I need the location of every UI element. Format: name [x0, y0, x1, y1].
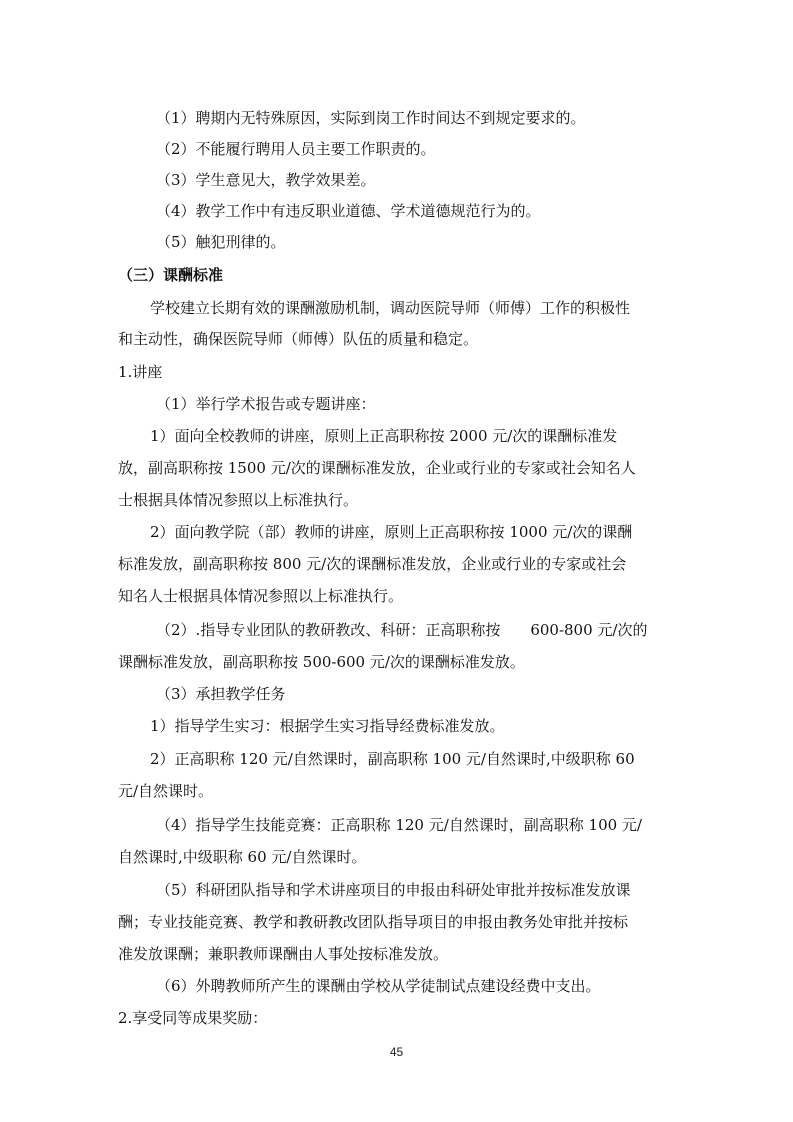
- list-item: （3）学生意见大，教学效果差。: [156, 171, 376, 189]
- paragraph-line: 和主动性，确保医院导师（师傅）队伍的质量和稳定。: [118, 330, 479, 348]
- subsection-heading: 1.讲座: [118, 363, 163, 381]
- paragraph-line: （2）.指导专业团队的教研教改、科研：正高职称按 600-800 元/次的: [156, 621, 648, 639]
- paragraph-line: 课酬标准发放，副高职称按 500-600 元/次的课酬标准发放。: [118, 653, 525, 671]
- paragraph-line: 酬；专业技能竞赛、教学和教研教改团队指导项目的申报由教务处审批并按标: [118, 913, 629, 931]
- paragraph-line: 元/自然课时。: [118, 782, 214, 800]
- paragraph-line: （5）科研团队指导和学术讲座项目的申报由科研处审批并按标准发放课: [156, 881, 631, 899]
- paragraph-line: 自然课时,中级职称 60 元/自然课时。: [118, 848, 367, 866]
- paragraph-line: 1）面向全校教师的讲座，原则上正高职称按 2000 元/次的课酬标准发: [150, 427, 618, 445]
- list-item: （3）承担教学任务: [156, 685, 286, 703]
- paragraph-line: 标准发放，副高职称按 800 元/次的课酬标准发放，企业或行业的专家或社会: [118, 555, 627, 573]
- section-heading: （三）课酬标准: [118, 266, 224, 284]
- page-number: 45: [389, 1045, 404, 1059]
- list-item: （5）触犯刑律的。: [156, 233, 286, 251]
- paragraph-line: 放，副高职称按 1500 元/次的课酬标准发放，企业或行业的专家或社会知名人: [118, 459, 636, 477]
- paragraph-line: 知名人士根据具体情况参照以上标准执行。: [118, 587, 404, 605]
- list-item: （1）聘期内无特殊原因，实际到岗工作时间达不到规定要求的。: [156, 109, 586, 127]
- paragraph-line: 士根据具体情况参照以上标准执行。: [118, 491, 359, 509]
- paragraph-line: （6）外聘教师所产生的课酬由学校从学徒制试点建设经费中支出。: [156, 977, 601, 995]
- list-item: （2）不能履行聘用人员主要工作职责的。: [156, 140, 436, 158]
- paragraph-line: 2）面向教学院（部）教师的讲座，原则上正高职称按 1000 元/次的课酬: [150, 523, 633, 541]
- list-item: （1）举行学术报告或专题讲座：: [156, 395, 376, 413]
- subsection-heading: 2.享受同等成果奖励：: [118, 1009, 268, 1027]
- list-item: （4）教学工作中有违反职业道德、学术道德规范行为的。: [156, 202, 541, 220]
- paragraph-line: 学校建立长期有效的课酬激励机制，调动医院导师（师傅）工作的积极性: [150, 299, 631, 317]
- paragraph-line: 2）正高职称 120 元/自然课时，副高职称 100 元/自然课时,中级职称 60: [150, 750, 635, 768]
- paragraph-line: （4）指导学生技能竞赛：正高职称 120 元/自然课时，副高职称 100 元/: [156, 816, 642, 834]
- paragraph-line: 1）指导学生实习：根据学生实习指导经费标准发放。: [150, 717, 505, 735]
- paragraph-line: 准发放课酬；兼职教师课酬由人事处按标准发放。: [118, 945, 449, 963]
